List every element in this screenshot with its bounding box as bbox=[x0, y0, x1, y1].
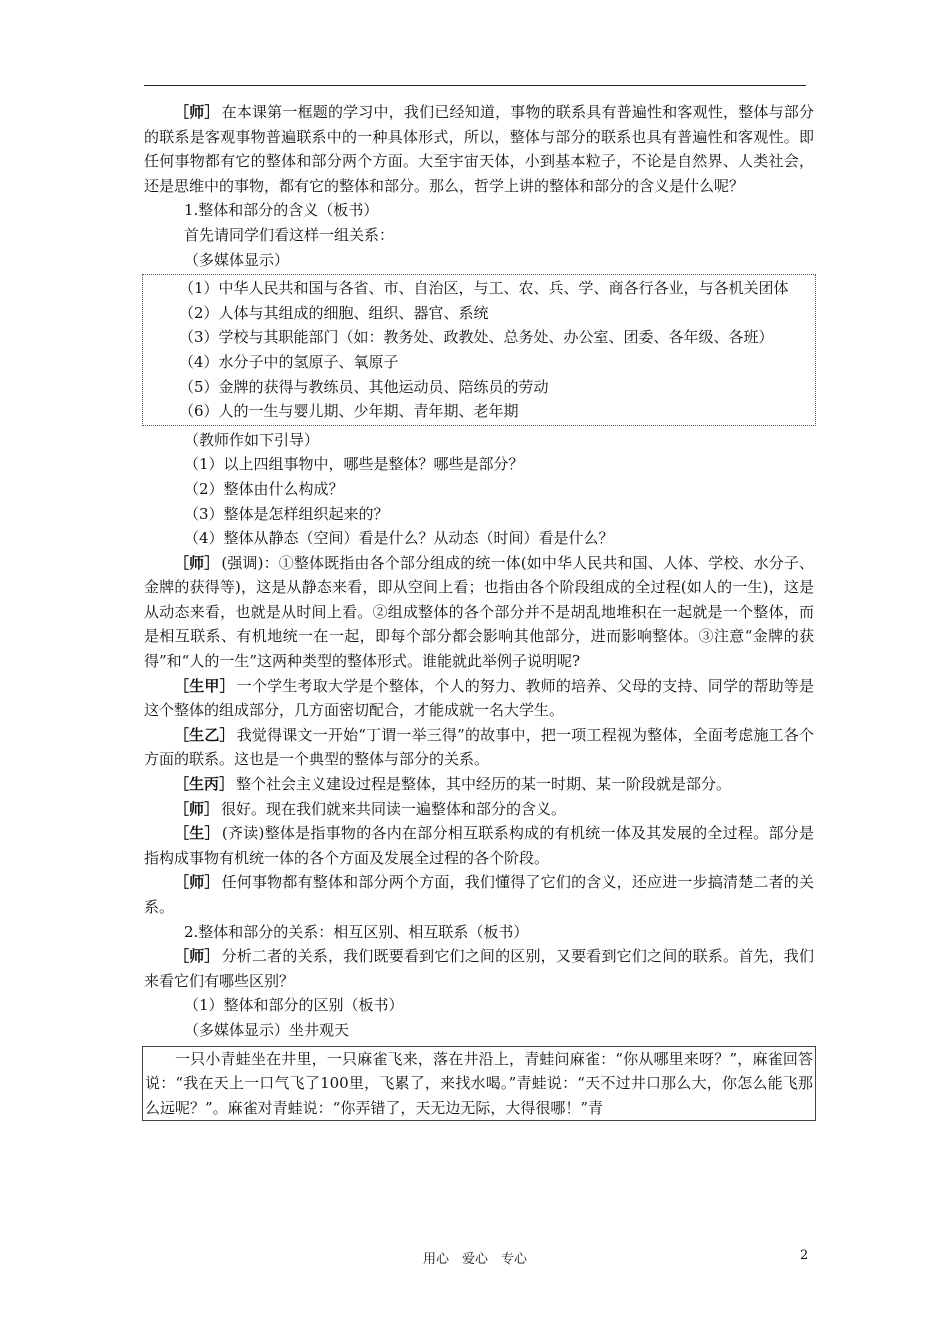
paragraph-text: 在本课第一框题的学习中，我们已经知道，事物的联系具有普遍性和客观性，整体与部分的联系是客观事物普遍联系中的一种具体形式，所以，整体与部分的联系也具有普遍性和客观性。即任何事物都有它的整体和部分两个方面。大至宇宙天体，小到基本粒子，不论是自然界、人类社会，还是思维中的事物，都有它的整体和部分。那么，哲学上讲的整体和部分的含义是什么呢？ bbox=[144, 103, 814, 195]
paragraph-text: 任何事物都有整体和部分两个方面，我们懂得了它们的含义，还应进一步搞清楚二者的关系。 bbox=[144, 873, 814, 916]
document-body bbox=[144, 100, 814, 1121]
paragraph-text: 我觉得课文一开始“丁谓一举三得”的故事中，把一项工程视为整体，全面考虑施工各个方面的联系。这也是一个典型的整体与部分的关系。 bbox=[144, 725, 814, 769]
relation-item: （2）人体与其组成的细胞、组织、器官、系统 bbox=[179, 303, 489, 322]
paragraph bbox=[144, 1018, 814, 1043]
paragraph bbox=[144, 944, 814, 993]
relation-item: （3）学校与其职能部门（如：教务处、政教处、总务处、办公室、团委、各年级、各班） bbox=[179, 328, 774, 347]
paragraph bbox=[144, 993, 814, 1018]
paragraph-text: 首先请同学们看这样一组关系： bbox=[184, 225, 395, 244]
multimedia-box-story bbox=[142, 1046, 816, 1122]
paragraph-text: 整个社会主义建设过程是整体，其中经历的某一时期、某一阶段就是部分。 bbox=[236, 775, 732, 794]
paragraph bbox=[144, 100, 814, 198]
paragraph bbox=[144, 526, 814, 551]
paragraph-text: (齐读)整体是指事物的各内在部分相互联系构成的有机统一体及其发展的全过程。部分是指构成事物有机统一体的各个方面及发展全过程的各个阶段。 bbox=[144, 824, 814, 867]
relation-item: （5）金牌的获得与教练员、其他运动员、陪练员的劳动 bbox=[179, 377, 549, 396]
paragraph bbox=[144, 920, 814, 945]
paragraph-text: （教师作如下引导） bbox=[184, 430, 320, 449]
paragraph bbox=[144, 797, 814, 822]
paragraph-text: （2）整体由什么构成？ bbox=[184, 479, 344, 498]
speaker-tag: ［师］ bbox=[174, 553, 220, 572]
paragraph-text: （1）整体和部分的区别（板书） bbox=[184, 996, 404, 1015]
speaker-tag: ［生丙］ bbox=[174, 775, 235, 794]
page-number: 2 bbox=[800, 1248, 809, 1263]
paragraph-text: 2.整体和部分的关系：相互区别、相互联系（板书） bbox=[184, 922, 529, 941]
paragraph-text: （多媒体显示）坐井观天 bbox=[184, 1020, 350, 1039]
paragraph-text: 分析二者的关系，我们既要看到它们之间的区别，又要看到它们之间的联系。首先，我们来看它们有哪些区别？ bbox=[144, 947, 814, 990]
relation-item: （6）人的一生与婴儿期、少年期、青年期、老年期 bbox=[179, 402, 519, 421]
speaker-tag: ［生乙］ bbox=[174, 725, 235, 744]
paragraph-text: 很好。现在我们就来共同读一遍整体和部分的含义。 bbox=[221, 799, 567, 818]
paragraph bbox=[144, 198, 814, 223]
paragraph-text: 一个学生考取大学是个整体，个人的努力、教师的培养、父母的支持、同学的帮助等是这个整体的组成部分，几方面密切配合，才能成就一名大学生。 bbox=[144, 676, 814, 720]
paragraph-text: （1）以上四组事物中，哪些是整体？哪些是部分？ bbox=[184, 455, 524, 474]
paragraph bbox=[144, 477, 814, 502]
paragraph bbox=[144, 248, 814, 273]
paragraph bbox=[144, 870, 814, 919]
relation-item: （1）中华人民共和国与各省、市、自治区，与工、农、兵、学、商各行各业，与各机关团体 bbox=[179, 279, 789, 298]
relation-item: （4）水分子中的氢原子、氧原子 bbox=[179, 352, 399, 371]
footer-motto: 用心 爱心 专心 bbox=[422, 1252, 527, 1267]
header-rule bbox=[144, 85, 806, 86]
paragraph-text: 1.整体和部分的含义（板书） bbox=[184, 201, 379, 220]
paragraph bbox=[144, 551, 814, 674]
speaker-tag: ［师］ bbox=[174, 799, 220, 818]
paragraph-text: (强调)：①整体既指由各个部分组成的统一体(如中华人民共和国、人体、学校、水分子、金牌的获得等)，这是从静态来看，即从空间上看；也指由各个阶段组成的全过程(如人的一生)，这是从动态来看，也就是从时间上看。②组成整体的各个部分并不是胡乱地堆积在一起就是一个整体，而是相互联系、有机地统一在一起，即每个部分都会影响其他部分，进而影响整体。③注意“金牌的获得”和“人的一生”这两种类型的整体形式。谁能就此举例子说明呢? bbox=[144, 553, 814, 671]
paragraph bbox=[144, 502, 814, 527]
speaker-tag: ［师］ bbox=[174, 873, 220, 892]
paragraph-text: （4）整体从静态（空间）看是什么？从动态（时间）看是什么？ bbox=[184, 529, 614, 548]
intro-section bbox=[144, 100, 814, 272]
speaker-tag: ［生甲］ bbox=[174, 676, 235, 695]
paragraph bbox=[144, 674, 814, 723]
speaker-tag: ［生］ bbox=[174, 824, 220, 843]
paragraph bbox=[144, 772, 814, 797]
speaker-tag: ［师］ bbox=[174, 947, 220, 966]
paragraph-text: （3）整体是怎样组织起来的？ bbox=[184, 504, 389, 523]
story-text: 一只小青蛙坐在井里，一只麻雀飞来，落在井沿上，青蛙问麻雀：“你从哪里来呀？”，麻雀回答说：“我在天上一口气飞了100里，飞累了，来找水喝。”青蛙说：“天不过井口那么大，你怎么能飞那么远呢？”。麻雀对青蛙说：“你弄错了，天无边无际，大得很哪！”青 bbox=[145, 1049, 813, 1117]
speaker-tag: ［师］ bbox=[174, 103, 220, 121]
paragraph bbox=[144, 223, 814, 248]
multimedia-box-relations bbox=[142, 274, 816, 426]
paragraph-text: （多媒体显示） bbox=[184, 250, 290, 269]
discussion-section bbox=[144, 428, 814, 1043]
paragraph bbox=[144, 723, 814, 772]
paragraph bbox=[144, 821, 814, 870]
paragraph bbox=[144, 428, 814, 453]
paragraph bbox=[144, 452, 814, 477]
